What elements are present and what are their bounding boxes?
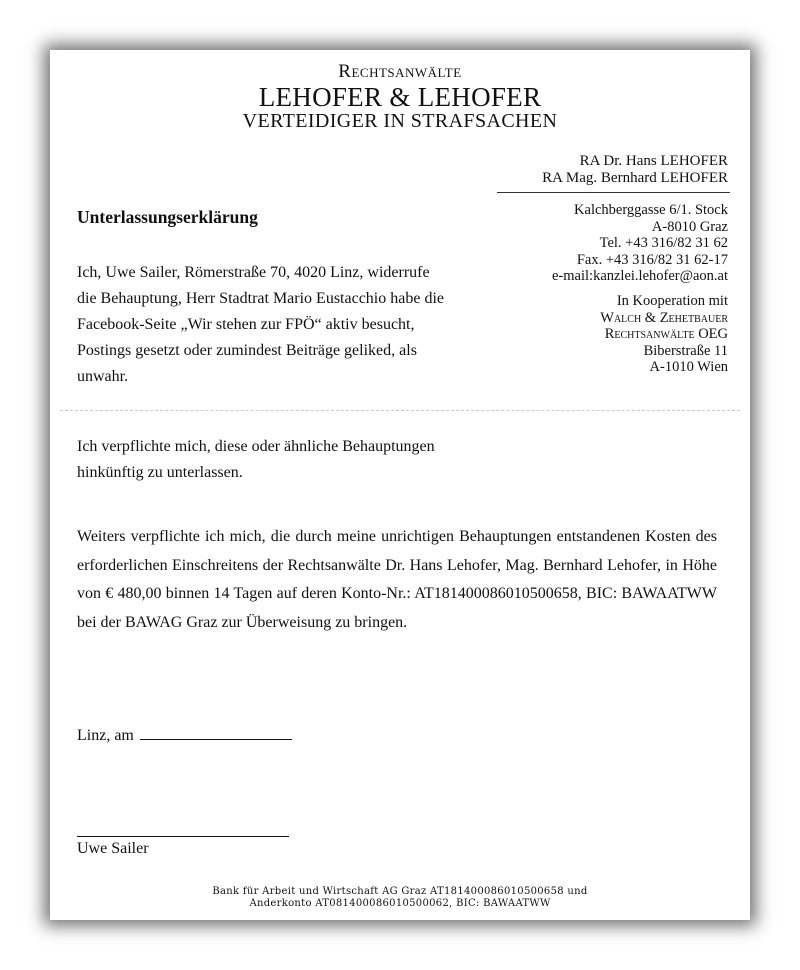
retraction-paragraph <box>77 260 477 390</box>
paragraph-line: Ich, Uwe Sailer, Römerstraße 70, 4020 Linz, widerrufe <box>77 264 430 281</box>
address-phone: Tel. +43 316/82 31 62 <box>599 235 728 251</box>
date-field <box>77 725 292 745</box>
scan-artifact-line <box>60 410 740 411</box>
lawyer-name: RA Dr. Hans LEHOFER <box>579 153 728 169</box>
letterhead-specialty: VERTEIDIGER IN STRAFSACHEN <box>242 110 558 132</box>
paragraph-line: Ich verpflichte mich, diese oder ähnliche Behauptungen <box>77 438 435 455</box>
letter-page <box>50 50 750 920</box>
document-title: Unterlassungserklärung <box>77 207 258 227</box>
paragraph-line: die Behauptung, Herr Stadtrat Mario Eustacchio habe die <box>77 290 444 307</box>
address-email: e-mail:kanzlei.lehofer@aon.at <box>552 268 728 284</box>
address-fax: Fax. +43 316/82 31 62-17 <box>576 251 728 268</box>
date-blank-line <box>140 725 292 740</box>
obligation-paragraph <box>77 434 497 486</box>
paragraph-line: Postings gesetzt oder zumindest Beiträge geliked, als <box>77 342 417 359</box>
address-street: Kalchberggasse 6/1. Stock <box>574 202 728 218</box>
footer-line: Bank für Arbeit und Wirtschaft AG Graz AT181400086010500658 und <box>212 886 588 897</box>
footer-line: Anderkonto AT081400086010500062, BIC: BAWAATWW <box>249 898 551 909</box>
cooperation-firm-type: Rechtsanwälte OEG <box>604 326 728 342</box>
lawyer-names <box>542 153 728 187</box>
address-city: A-8010 Graz <box>651 218 728 235</box>
paragraph-line: hinkünftig zu unterlassen. <box>77 464 243 481</box>
bank-footer <box>50 886 750 910</box>
paragraph-line: Facebook-Seite „Wir stehen zur FPÖ“ aktiv besucht, <box>77 316 415 333</box>
cost-paragraph: Weiters verpflichte ich mich, die durch meine unrichtigen Behauptungen entstandenen Kosten des erforderlichen Einschreitens der Rechtsanwälte Dr. Hans Lehofer, Mag. Bernhard Lehofer, in Höhe von € 480,00 binnen 14 Tagen auf deren Konto-Nr.: AT181400086010500658, BIC: BAWAATWW bei der BAWAG Graz zur Überweisung zu bringen. <box>77 528 717 631</box>
letterhead-profession: Rechtsanwälte <box>338 61 462 82</box>
cooperation-street: Biberstraße 11 <box>643 342 728 359</box>
firm-address <box>552 202 728 285</box>
lawyers-divider <box>497 192 730 193</box>
signature-name: Uwe Sailer <box>77 840 149 857</box>
signature-line <box>77 836 289 837</box>
cooperation-block <box>600 293 728 376</box>
paragraph-line: unwahr. <box>77 368 129 385</box>
cooperation-firm: Walch & Zehetbauer <box>600 309 728 326</box>
lawyer-name: RA Mag. Bernhard LEHOFER <box>542 170 728 186</box>
cooperation-intro: In Kooperation mit <box>616 293 728 309</box>
date-label: Linz, am <box>77 727 134 744</box>
cooperation-city: A-1010 Wien <box>649 359 728 375</box>
letterhead-firm-name: LEHOFER & LEHOFER <box>258 82 542 112</box>
